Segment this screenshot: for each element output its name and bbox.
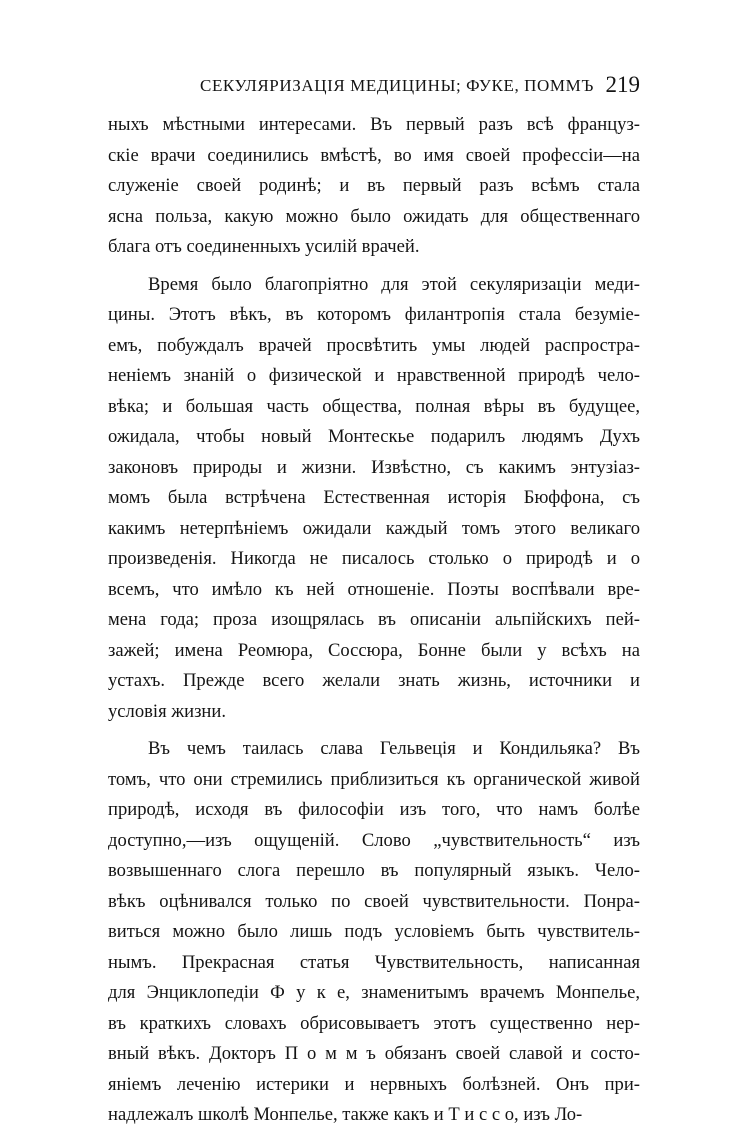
- text-line: служеніе своей родинѣ; и въ первый разъ всѣмъ стала: [108, 175, 640, 196]
- body-text: [108, 110, 640, 1131]
- text-line: Въ чемъ таилась слава Гельвеція и Кондильяка? Въ: [148, 738, 640, 759]
- text-line: устахъ. Прежде всего желали знать жизнь, источники и: [108, 670, 640, 691]
- text-line: доступно,—изъ ощущеній. Слово „чувствительность“ изъ: [108, 829, 640, 851]
- text-line: произведенія. Никогда не писалось столько о природѣ и о: [108, 548, 640, 569]
- text-line: вѣка; и большая часть общества, полная вѣры въ будущее,: [108, 395, 640, 417]
- text-line: какимъ нетерпѣніемъ ожидали каждый томъ этого великаго: [108, 517, 640, 539]
- text-line: яніемъ леченію истерики и нервныхъ болѣзней. Онъ при-: [108, 1073, 640, 1095]
- text-line: томъ, что они стремились приблизиться къ органической живой: [108, 768, 640, 790]
- running-title: СЕКУЛЯРИЗАЦІЯ МЕДИЦИНЫ; ФУКЕ, ПОММЪ: [200, 76, 594, 95]
- text-line: надлежалъ школѣ Монпелье, также какъ и Т и с с о, изъ Ло-: [108, 1104, 583, 1125]
- text-line: вѣкъ оцѣнивался только по своей чувствительности. Понра-: [108, 890, 640, 912]
- text-line: ожидала, чтобы новый Монтескье подарилъ людямъ Духъ: [108, 426, 640, 447]
- text-line: зажей; имена Реомюра, Соссюра, Бонне были у всѣхъ на: [108, 639, 640, 661]
- text-line: виться можно было лишь подъ условіемъ быть чувствитель-: [108, 921, 640, 942]
- text-line: законовъ природы и жизни. Извѣстно, съ какимъ энтузіаз-: [108, 456, 640, 478]
- running-head: [108, 74, 640, 104]
- text-line: неніемъ знаній о физической и нравственной природѣ чело-: [108, 365, 640, 386]
- paragraph-gap: [108, 727, 640, 734]
- paragraph: [108, 734, 640, 1131]
- text-line: въ краткихъ словахъ обрисовываетъ этотъ существенно нер-: [108, 1012, 640, 1034]
- text-line: ясна польза, какую можно было ожидать для общественнаго: [108, 205, 640, 227]
- text-line: Время было благопріятно для этой секуляризаціи меди-: [148, 273, 640, 295]
- text-line: всемъ, что имѣло къ ней отношеніе. Поэты воспѣвали вре-: [108, 578, 640, 600]
- text-line: емъ, побуждалъ врачей просвѣтить умы людей распростра-: [108, 334, 640, 356]
- text-line: возвышеннаго слога перешло въ популярный языкъ. Чело-: [108, 860, 640, 881]
- text-line: блага отъ соединенныхъ усилій врачей.: [108, 236, 420, 257]
- text-line: цины. Этотъ вѣкъ, въ которомъ филантропія стала безуміе-: [108, 304, 640, 325]
- paragraph-gap: [108, 263, 640, 270]
- page-number: 219: [605, 72, 640, 97]
- text-line: мена года; проза изощрялась въ описаніи альпійскихъ пей-: [108, 609, 640, 630]
- text-line: природѣ, исходя въ философіи изъ того, что намъ болѣе: [108, 799, 640, 820]
- text-line: нымъ. Прекрасная статья Чувствительность, написанная: [108, 951, 640, 973]
- paragraph: [108, 110, 640, 263]
- text-line: вный вѣкъ. Докторъ П о м м ъ обязанъ своей славой и состо-: [108, 1043, 640, 1064]
- paragraph: [108, 270, 640, 728]
- text-line: условія жизни.: [108, 700, 226, 722]
- text-line: момъ была встрѣчена Естественная исторія Бюффона, съ: [108, 487, 640, 508]
- text-line: скіе врачи соединились вмѣстѣ, во имя своей профессіи—на: [108, 144, 640, 166]
- text-line: для Энциклопедіи Ф у к е, знаменитымъ врачемъ Монпелье,: [108, 982, 640, 1003]
- text-line: ныхъ мѣстными интересами. Въ первый разъ всѣ француз-: [108, 114, 640, 135]
